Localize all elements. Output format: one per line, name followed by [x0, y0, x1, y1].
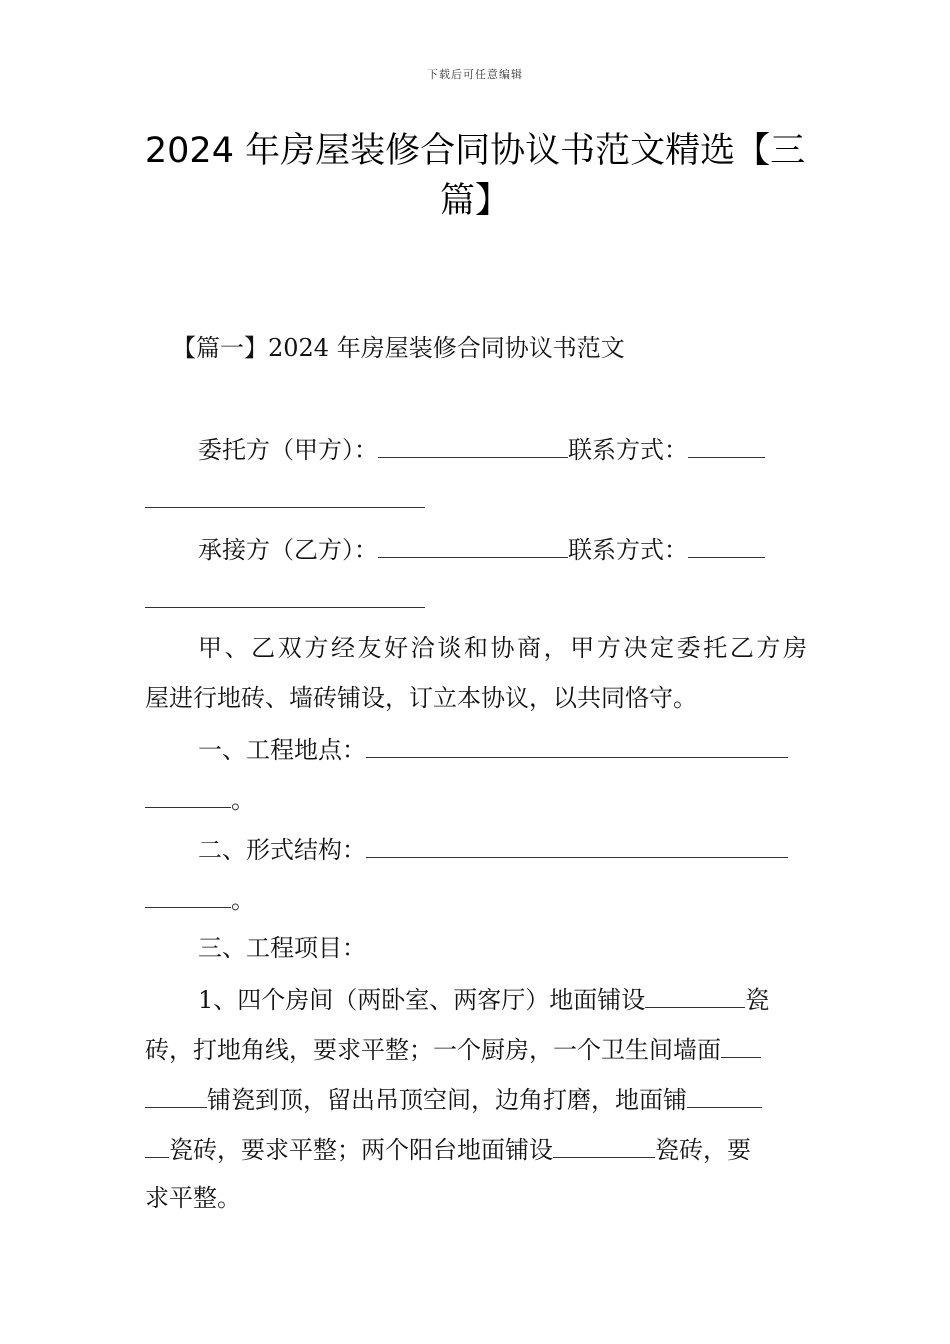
section-heading: 【篇一】2024 年房屋装修合同协议书范文: [172, 334, 625, 362]
contractor-label: 承接方（乙方）：: [198, 536, 378, 564]
client-contact-blank: [688, 433, 765, 458]
structure-row: [198, 833, 788, 865]
structure-row-cont: [145, 883, 255, 915]
contractor-contact-blank-cont: [145, 583, 425, 608]
client-label: 委托方（甲方）：: [198, 436, 378, 464]
client-row: [198, 433, 765, 465]
intro-line-1: 甲、乙双方经友好洽谈和协商，甲方决定委托乙方房: [198, 634, 807, 662]
site-row-cont: [145, 783, 255, 815]
structure-label: 二、形式结构：: [198, 836, 366, 864]
project-item-line-2: [145, 1033, 761, 1065]
structure-blank-cont: [145, 883, 231, 908]
project-item-line-1: [198, 983, 769, 1015]
project-item-text-3a: 铺瓷到顶，留出吊顶空间，边角打磨，地面铺: [207, 1086, 687, 1114]
site-period: 。: [231, 786, 255, 814]
project-heading: 三、工程项目：: [198, 934, 366, 962]
project-item-text-4a: 瓷砖，要求平整；两个阳台地面铺设: [169, 1136, 553, 1164]
intro-line-2: 屋进行地砖、墙砖铺设，订立本协议，以共同恪守。: [145, 684, 697, 712]
site-row: [198, 733, 788, 765]
project-blank-2-cont: [145, 1083, 207, 1108]
project-blank-3: [687, 1083, 762, 1108]
project-blank-3-cont: [145, 1133, 169, 1158]
site-label: 一、工程地点：: [198, 736, 366, 764]
title-line-2: 篇】: [439, 181, 510, 221]
project-blank-1: [645, 983, 745, 1008]
project-item-text-1b: 瓷: [745, 986, 770, 1014]
project-blank-2: [721, 1033, 761, 1058]
contractor-name-blank: [378, 533, 568, 558]
contractor-row: [198, 533, 765, 565]
project-item-line-4: [145, 1133, 751, 1165]
client-contact-continuation: [145, 483, 425, 515]
site-blank: [366, 733, 788, 758]
project-item-line-3: [145, 1083, 762, 1115]
contractor-contact-continuation: [145, 583, 425, 615]
project-blank-4: [553, 1133, 655, 1158]
structure-period: 。: [231, 886, 255, 914]
project-item-line-5: 求平整。: [145, 1184, 241, 1212]
contractor-contact-blank: [688, 533, 765, 558]
title-line-1: 2024 年房屋装修合同协议书范文精选【三: [144, 131, 806, 171]
site-blank-cont: [145, 783, 231, 808]
document-title: [120, 126, 830, 226]
project-item-text-1a: 1、四个房间（两卧室、两客厅）地面铺设: [198, 986, 646, 1014]
client-contact-label: 联系方式：: [568, 436, 688, 464]
structure-blank: [366, 833, 788, 858]
contractor-contact-label: 联系方式：: [568, 536, 688, 564]
project-item-text-2a: 砖，打地角线，要求平整；一个厨房，一个卫生间墙面: [145, 1036, 721, 1064]
page-header-note: 下载后可任意编辑: [427, 68, 523, 81]
client-name-blank: [378, 433, 568, 458]
client-contact-blank-cont: [145, 483, 425, 508]
project-item-text-4b: 瓷砖，要: [655, 1136, 751, 1164]
